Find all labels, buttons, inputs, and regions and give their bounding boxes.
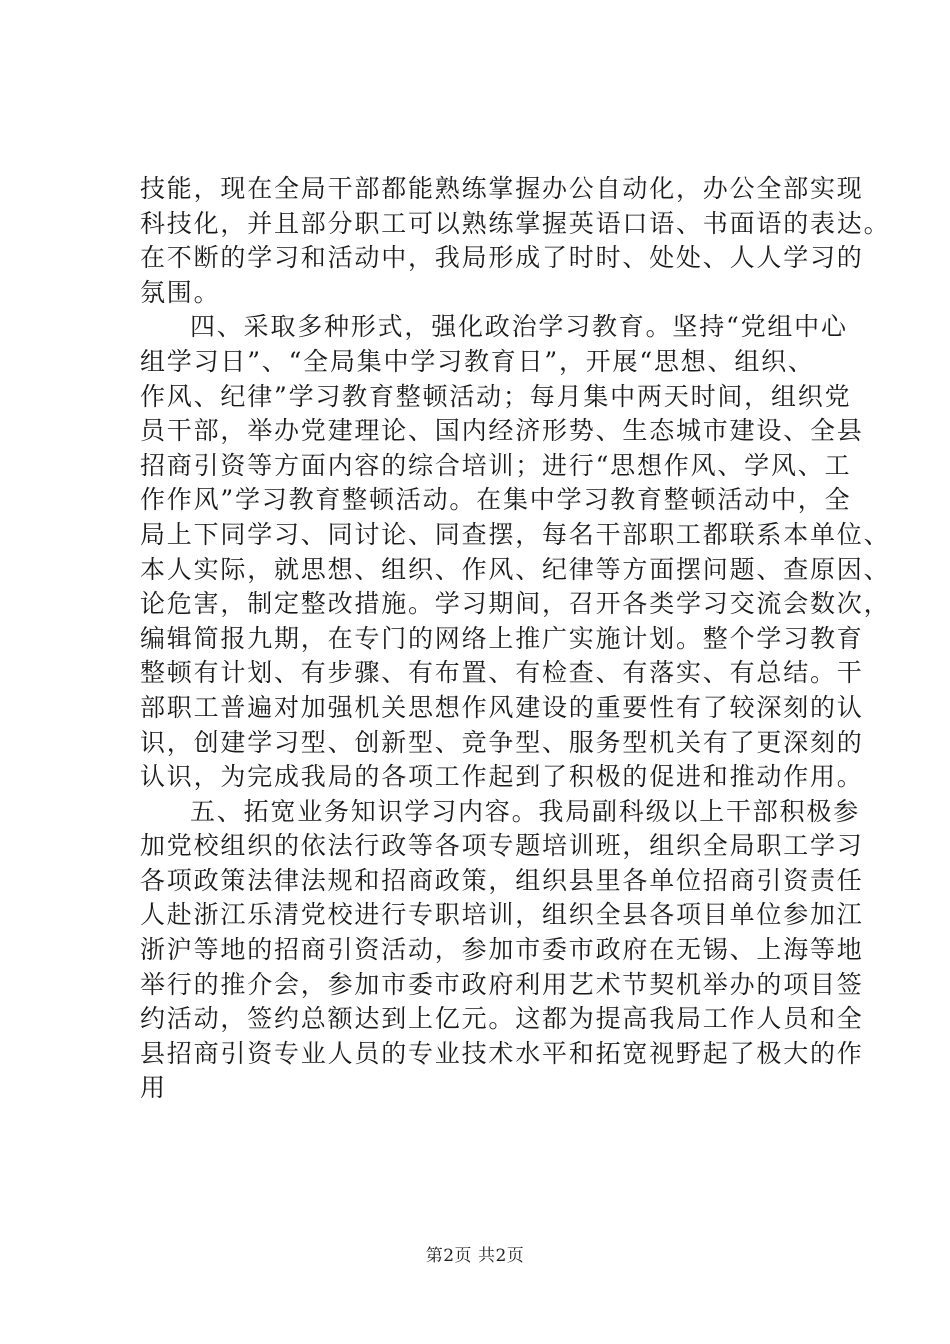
text-line: 论危害，制定整改措施。学习期间，召开各类学习交流会数次， xyxy=(140,589,891,619)
text-line: 浙沪等地的招商引资活动，参加市委市政府在无锡、上海等地 xyxy=(140,935,864,965)
text-line: 作风、纪律”学习教育整顿活动；每月集中两天时间，组织党 xyxy=(140,381,852,411)
text-line: 人赴浙江乐清党校进行专职培训，组织全县各项目单位参加江 xyxy=(140,900,864,930)
text-line: 县招商引资专业人员的专业技术水平和拓宽视野起了极大的作 xyxy=(140,1038,864,1068)
text-line: 科技化，并且部分职工可以熟练掌握英语口语、书面语的表达。 xyxy=(140,208,891,238)
page-number: 第2页 共2页 xyxy=(425,1246,525,1266)
paragraph-start-line: 四、采取多种形式，强化政治学习教育。坚持“党组中心 xyxy=(190,312,848,342)
page-footer xyxy=(0,1244,950,1268)
text-line: 识，创建学习型、创新型、竞争型、服务型机关有了更深刻的 xyxy=(140,727,864,757)
body-text xyxy=(140,172,891,1106)
text-line: 本人实际，就思想、组织、作风、纪律等方面摆问题、查原因、 xyxy=(140,554,891,584)
text-line: 整顿有计划、有步骤、有布置、有检查、有落实、有总结。干 xyxy=(140,658,864,688)
text-line: 各项政策法律法规和招商政策，组织县里各单位招商引资责任 xyxy=(140,865,864,895)
paragraph-start-line: 五、拓宽业务知识学习内容。我局副科级以上干部积极参 xyxy=(190,796,861,826)
text-line: 在不断的学习和活动中，我局形成了时时、处处、人人学习的 xyxy=(140,243,864,273)
text-line: 局上下同学习、同讨论、同查摆，每名干部职工都联系本单位、 xyxy=(140,519,891,549)
text-line: 氛围。 xyxy=(140,277,221,307)
text-line: 组学习日”、“全局集中学习教育日”，开展“思想、组织、 xyxy=(140,346,815,376)
text-line: 作作风”学习教育整顿活动。在集中学习教育整顿活动中，全 xyxy=(140,485,852,515)
text-line: 员干部，举办党建理论、国内经济形势、生态城市建设、全县 xyxy=(140,416,864,446)
text-line: 招商引资等方面内容的综合培训；进行“思想作风、学风、工 xyxy=(140,450,852,480)
text-line: 部职工普遍对加强机关思想作风建设的重要性有了较深刻的认 xyxy=(140,692,864,722)
text-line: 用 xyxy=(140,1073,167,1103)
text-line: 加党校组织的依法行政等各项专题培训班，组织全局职工学习 xyxy=(140,831,864,861)
text-line: 约活动，签约总额达到上亿元。这都为提高我局工作人员和全 xyxy=(140,1004,864,1034)
text-line: 举行的推介会，参加市委市政府利用艺术节契机举办的项目签 xyxy=(140,969,864,999)
text-line: 技能，现在全局干部都能熟练掌握办公自动化，办公全部实现 xyxy=(140,174,864,203)
text-line: 编辑简报九期，在专门的网络上推广实施计划。整个学习教育 xyxy=(140,623,864,653)
text-line: 认识，为完成我局的各项工作起到了积极的促进和推动作用。 xyxy=(140,762,864,792)
